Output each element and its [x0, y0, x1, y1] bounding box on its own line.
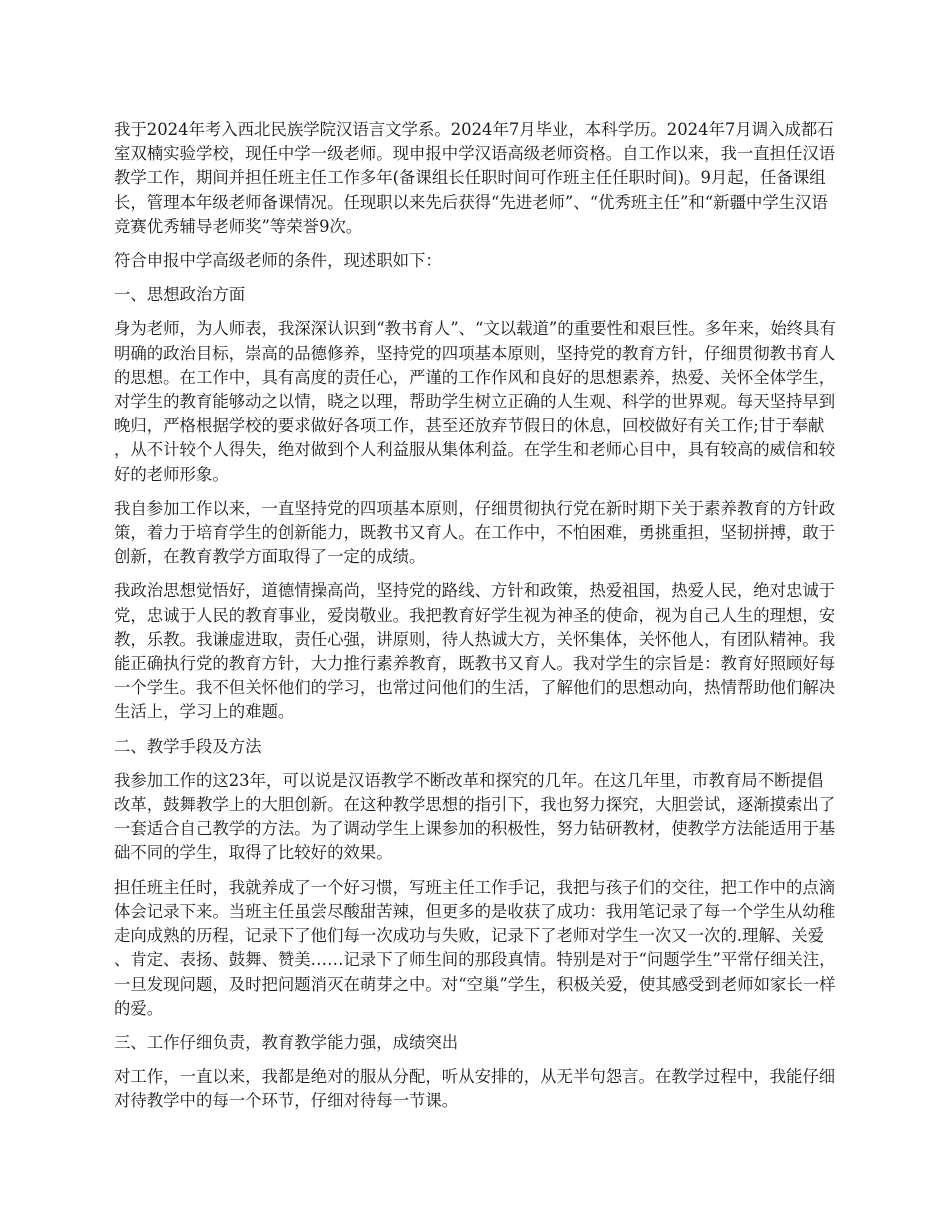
teaching-paragraph-1: 我参加工作的这23年，可以说是汉语教学不断改革和探究的几年。在这几年里，市教育局不断提倡改革，鼓舞教学上的大胆创新。在这种教学思想的指引下，我也努力探究，大胆尝试，逐渐摸索出了一套适合自己教学的方法。为了调动学生上课参加的积极性，努力钻研教材，使教学方法能适用于基础不同的学生，取得了比较好的效果。 [114, 770, 836, 863]
teaching-paragraph-2: 担任班主任时，我就养成了一个好习惯，写班主任工作手记，我把与孩子们的交往，把工作中的点滴体会记录下来。当班主任虽尝尽酸甜苦辣，但更多的是收获了成功：我用笔记录了每一个学生从幼稚走向成熟的历程，记录下了他们每一次成功与失败，记录下了老师对学生一次又一次的.理解、关爱、肯定、表扬、鼓舞、赞美……记录下了师生间的那段真情。特别是对于“问题学生”平常仔细关注，一旦发现问题，及时把问题消灭在萌芽之中。对“空巢”学生，积极关爱，使其感受到老师如家长一样的爱。 [114, 877, 836, 1018]
section-heading-teaching-methods: 二、教学手段及方法 [114, 736, 262, 756]
work-paragraph-1: 对工作，一直以来，我都是绝对的服从分配，听从安排的，从无半句怨言。在教学过程中，我能仔细对待教学中的每一个环节，仔细对待每一节课。 [114, 1067, 836, 1111]
political-paragraph-2: 我自参加工作以来，一直坚持党的四项基本原则，仔细贯彻执行党在新时期下关于素养教育的方针政策，着力于培育学生的创新能力，既教书又育人。在工作中，不怕困难，勇挑重担，坚韧拼搏，敢于创新，在教育教学方面取得了一定的成绩。 [114, 498, 836, 567]
qualification-paragraph: 符合申报中学高级老师的条件，现述职如下： [114, 251, 442, 271]
document-body [114, 118, 838, 1124]
political-paragraph-3: 我政治思想觉悟好，道德情操高尚，坚持党的路线、方针和政策，热爱祖国，热爱人民，绝对忠诚于党，忠诚于人民的教育事业，爱岗敬业。我把教育好学生视为神圣的使命，视为自己人生的理想，安教，乐教。我谦虚进取，责任心强，讲原则，待人热诚大方，关怀集体，关怀他人，有团队精神。我能正确执行党的教育方针，大力推行素养教育，既教书又育人。我对学生的宗旨是：教育好照顾好每一个学生。我不但关怀他们的学习，也常过问他们的生活，了解他们的思想动向，热情帮助他们解决生活上，学习上的难题。 [114, 581, 836, 722]
section-heading-work-ethic: 三、工作仔细负责，教育教学能力强，成绩突出 [114, 1032, 459, 1052]
section-heading-political: 一、思想政治方面 [114, 285, 246, 305]
political-paragraph-1: 身为老师，为人师表，我深深认识到“教书育人”、“文以载道”的重要性和艰巨性。多年来，始终具有明确的政治目标，崇高的品德修养，坚持党的四项基本原则，坚持党的教育方针，仔细贯彻教书育人的思想。在工作中，具有高度的责任心，严谨的工作作风和良好的思想素养，热爱、关怀全体学生，对学生的教育能够动之以情，晓之以理，帮助学生树立正确的人生观、科学的世界观。每天坚持早到晚归，严格根据学校的要求做好各项工作，甚至还放弃节假日的休息，回校做好有关工作;甘于奉献，从不计较个人得失，绝对做到个人利益服从集体利益。在学生和老师心目中，具有较高的威信和较好的老师形象。 [114, 319, 836, 484]
intro-paragraph: 我于2024年考入西北民族学院汉语言文学系。2024年7月毕业，本科学历。2024年7月调入成都石室双楠实验学校，现任中学一级老师。现申报中学汉语高级老师资格。自工作以来，我一直担任汉语教学工作，期间并担任班主任工作多年(备课组长任职时间可作班主任任职时间)。9月起，任备课组长，管理本年级老师备课情况。任现职以来先后获得“先进老师”、“优秀班主任”和“新疆中学生汉语竞赛优秀辅导老师奖”等荣誉9次。 [114, 120, 836, 236]
